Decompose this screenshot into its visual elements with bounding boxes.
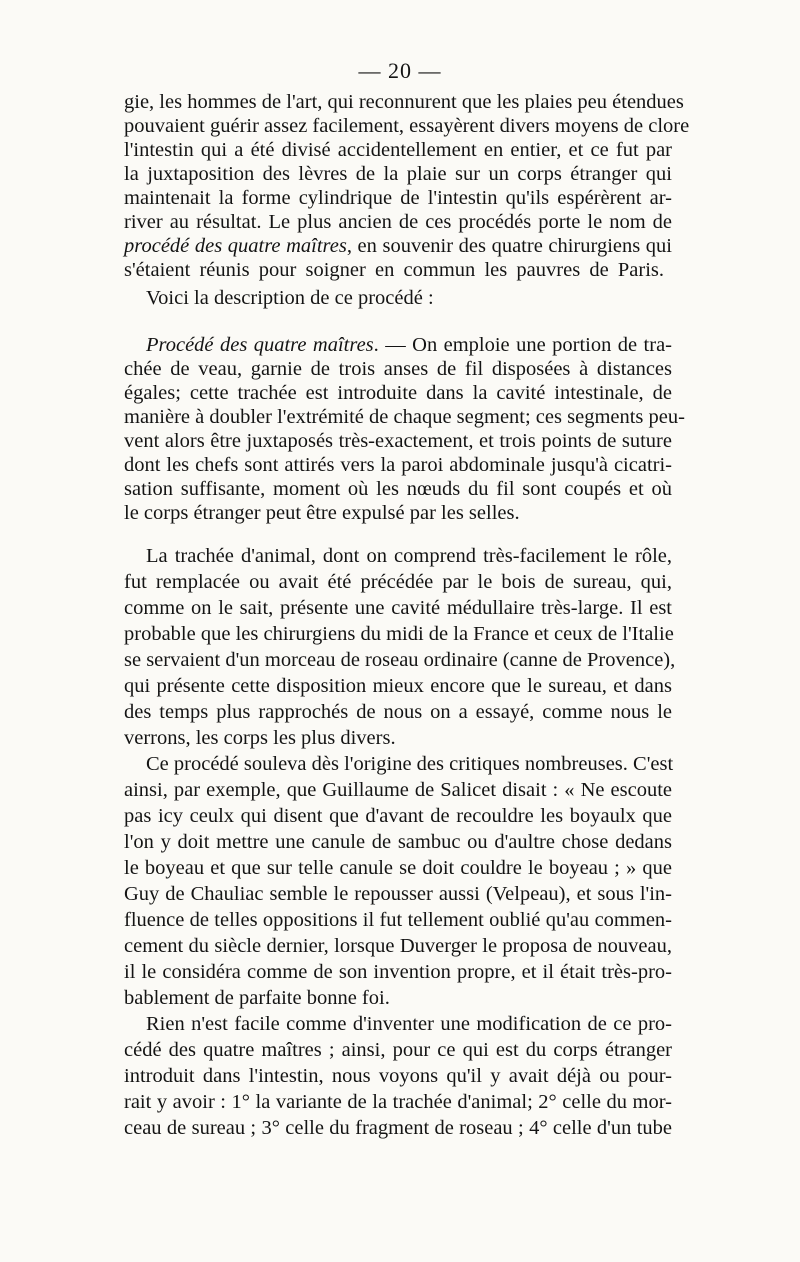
italic-title: Procédé des quatre maîtres [146, 334, 374, 356]
text-line: cédé des quatre maîtres ; ainsi, pour ce qui est du corps étranger [124, 1039, 672, 1061]
text-line: il le considéra comme de son invention propre, et il était très-pro- [124, 961, 672, 983]
text-line: l'on y doit mettre une canule de sambuc ou d'aultre chose dedans [124, 831, 672, 853]
text-line: probable que les chirurgiens du midi de la France et ceux de l'Italie [124, 623, 674, 645]
text-line: l'intestin qui a été divisé accidentellement en entier, et ce fut par [124, 139, 672, 161]
text-line: comme on le sait, présente une cavité médullaire très-large. Il est [124, 597, 672, 619]
text-line: river au résultat. Le plus ancien de ces procédés porte le nom de [124, 211, 672, 233]
text-line: procédé des quatre maîtres, en souvenir des quatre chirurgiens qui [124, 235, 672, 257]
text-line: maintenait la forme cylindrique de l'intestin qu'ils espérèrent ar- [124, 187, 672, 209]
text-line: qui présente cette disposition mieux encore que le sureau, et dans [124, 675, 672, 697]
page-number: — 20 — [358, 58, 442, 83]
text-line: le boyeau et que sur telle canule se doit couldre le boyeau ; » que [124, 857, 672, 879]
text-line: Voici la description de ce procédé : [146, 287, 434, 309]
text-line: fut remplacée ou avait été précédée par le bois de sureau, qui, [124, 571, 672, 593]
text-line: pouvaient guérir assez facilement, essayèrent divers moyens de clore [124, 115, 690, 137]
text-line: bablement de parfaite bonne foi. [124, 987, 390, 1009]
text-line: gie, les hommes de l'art, qui reconnurent que les plaies peu étendues [124, 91, 684, 113]
text-line: rait y avoir : 1° la variante de la trachée d'animal; 2° celle du mor- [124, 1091, 672, 1113]
text-line: s'étaient réunis pour soigner en commun les pauvres de Paris. [124, 259, 664, 281]
text-line: égales; cette trachée est introduite dans la cavité intestinale, de [124, 382, 672, 404]
text-line: ainsi, par exemple, que Guillaume de Salicet disait : « Ne escoute [124, 779, 672, 801]
text-line: des temps plus rapprochés de nous on a essayé, comme nous le [124, 701, 672, 723]
text-line: Guy de Chauliac semble le repousser aussi (Velpeau), et sous l'in- [124, 883, 672, 905]
italic-title: procédé des quatre maîtres [124, 235, 347, 257]
text-line: Ce procédé souleva dès l'origine des critiques nombreuses. C'est [146, 753, 674, 775]
text-line: sation suffisante, moment où les nœuds du fil sont coupés et où [124, 478, 672, 500]
text-line: le corps étranger peut être expulsé par les selles. [124, 502, 520, 524]
text-line: se servaient d'un morceau de roseau ordinaire (canne de Provence), [124, 649, 676, 671]
text-line: ceau de sureau ; 3° celle du fragment de roseau ; 4° celle d'un tube [124, 1117, 672, 1139]
text-line: chée de veau, garnie de trois anses de fil disposées à distances [124, 358, 672, 380]
text-line: verrons, les corps les plus divers. [124, 727, 396, 749]
text-line: dont les chefs sont attirés vers la paroi abdominale jusqu'à cicatri- [124, 454, 672, 476]
text-line: pas icy ceulx qui disent que d'avant de recouldre les boyaulx que [124, 805, 672, 827]
text-line: vent alors être juxtaposés très-exactement, et trois points de suture [124, 430, 672, 452]
text-line: la juxtaposition des lèvres de la plaie sur un corps étranger qui [124, 163, 672, 185]
text-line: cement du siècle dernier, lorsque Duverger le proposa de nouveau, [124, 935, 672, 957]
text-line: La trachée d'animal, dont on comprend très-facilement le rôle, [146, 545, 672, 567]
text-line: fluence de telles oppositions il fut tellement oublié qu'au commen- [124, 909, 672, 931]
text-line: Rien n'est facile comme d'inventer une modification de ce pro- [146, 1013, 672, 1035]
text-line: Procédé des quatre maîtres. — On emploie une portion de tra- [146, 334, 672, 356]
text-line: manière à doubler l'extrémité de chaque segment; ces segments peu- [124, 406, 685, 428]
text-line: introduit dans l'intestin, nous voyons qu'il y avait déjà ou pour- [124, 1065, 672, 1087]
